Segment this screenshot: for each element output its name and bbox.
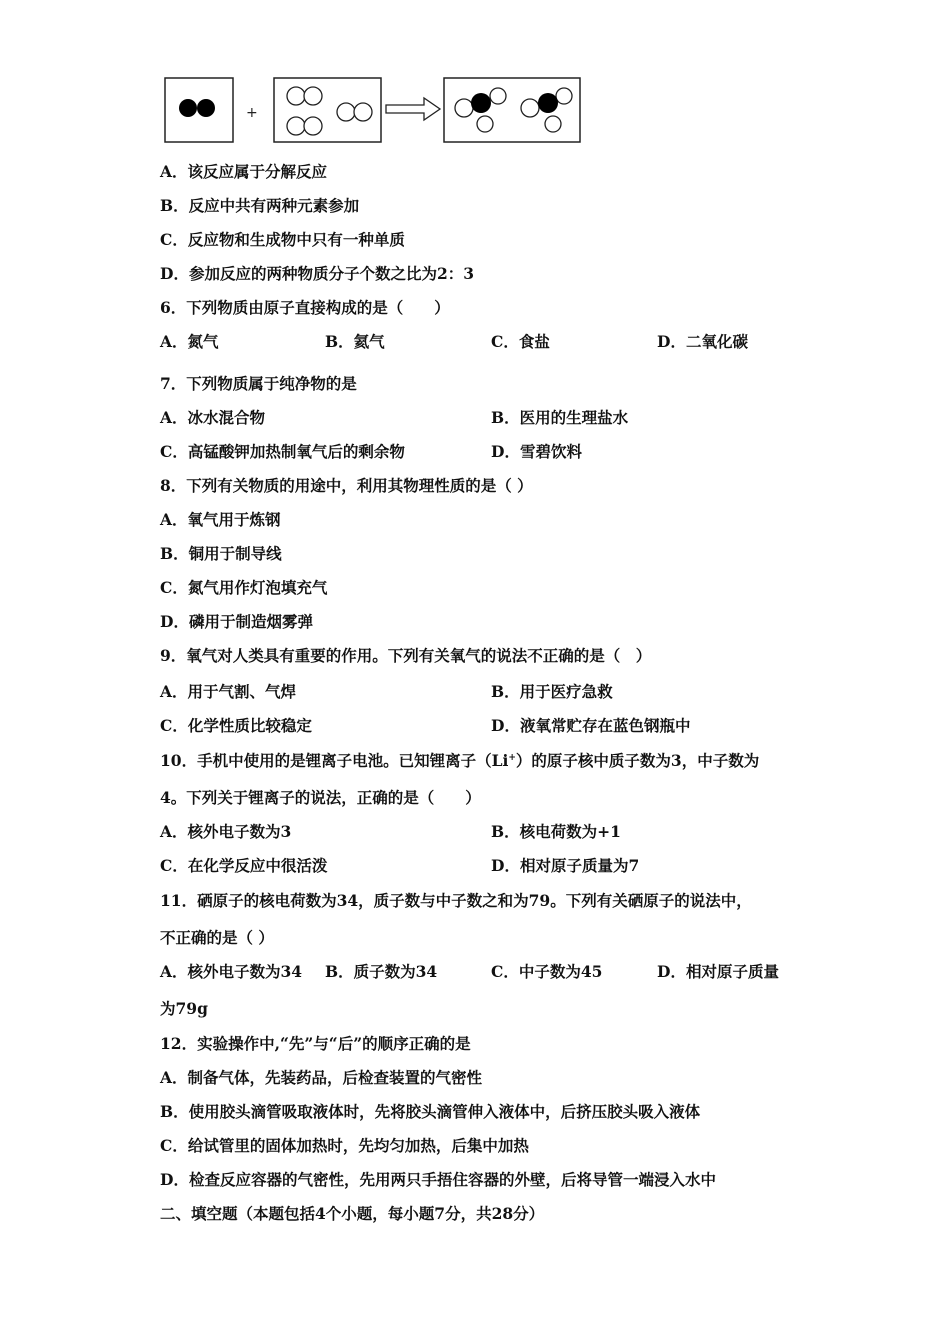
white-atom (477, 116, 493, 132)
q11-stem-line1: 11．硒原子的核电荷数为34，质子数与中子数之和为79。下列有关硒原子的说法中， (160, 891, 752, 910)
q9-stem: 9．氧气对人类具有重要的作用。下列有关氧气的说法不正确的是（ ） (160, 646, 652, 665)
q9-option-d: D．液氧常贮存在蓝色钢瓶中 (491, 716, 691, 735)
black-atom (197, 99, 215, 117)
white-atom (287, 117, 305, 135)
q12-option-d: D．检查反应容器的气密性，先用两只手捂住容器的外壁，后将导管一端浸入水中 (160, 1170, 716, 1189)
q12-option-a: A．制备气体，先装药品，后检查装置的气密性 (160, 1068, 483, 1087)
reaction-option-c: C．反应物和生成物中只有一种单质 (160, 230, 405, 249)
q7-option-d: D．雪碧饮料 (491, 442, 582, 461)
q8-option-c: C．氮气用作灯泡填充气 (160, 578, 328, 597)
white-atom (337, 103, 355, 121)
black-atom (471, 93, 491, 113)
q11-option-d-wrap: 为79g (160, 999, 208, 1018)
q6-option-b: B．氦气 (325, 332, 385, 351)
q10-option-a: A．核外电子数为3 (160, 822, 292, 841)
q6-stem: 6．下列物质由原子直接构成的是（ ） (160, 298, 450, 317)
q12-option-b: B．使用胶头滴管吸取液体时，先将胶头滴管伸入液体中，后挤压胶头吸入液体 (160, 1102, 701, 1121)
q9-option-a: A．用于气割、气焊 (160, 682, 297, 701)
section-2-heading: 二、填空题（本题包括4个小题，每小题7分，共28分） (160, 1204, 545, 1223)
q10-stem-part2: ）的原子核中质子数为3，中子数为 (515, 751, 760, 770)
q7-stem: 7．下列物质属于纯净物的是 (160, 374, 357, 393)
white-atom (490, 88, 506, 104)
q11-option-c: C．中子数为45 (491, 962, 603, 981)
q8-stem: 8．下列有关物质的用途中，利用其物理性质的是（ ） (160, 476, 533, 495)
q11-stem-line2: 不正确的是（ ） (160, 928, 274, 947)
q6-option-c: C．食盐 (491, 332, 550, 351)
q11-option-b: B．质子数为34 (325, 962, 438, 981)
black-atom (179, 99, 197, 117)
q11-option-a: A．核外电子数为34 (160, 962, 303, 981)
reaction-option-d: D．参加反应的两种物质分子个数之比为2：3 (160, 264, 475, 283)
q8-option-d: D．磷用于制造烟雾弹 (160, 612, 313, 631)
reaction-diagram (160, 72, 590, 148)
black-atom (538, 93, 558, 113)
white-atom (455, 99, 473, 117)
q8-option-a: A．氧气用于炼钢 (160, 510, 281, 529)
white-atom (556, 88, 572, 104)
q10-stem-line1 (160, 751, 759, 771)
white-atom (354, 103, 372, 121)
q8-option-b: B．铜用于制导线 (160, 544, 282, 563)
q6-option-d: D．二氧化碳 (657, 332, 748, 351)
white-atom (521, 99, 539, 117)
q11-option-d: D．相对原子质量 (657, 962, 779, 981)
reaction-option-b: B．反应中共有两种元素参加 (160, 196, 360, 215)
q10-stem-part1: 10．手机中使用的是锂离子电池。已知锂离子（Li (160, 751, 509, 770)
reaction-option-a: A．该反应属于分解反应 (160, 162, 328, 181)
q10-stem-line2: 4。下列关于锂离子的说法，正确的是（ ） (160, 788, 481, 807)
q12-stem: 12．实验操作中,“先”与“后”的顺序正确的是 (160, 1034, 471, 1053)
q6-option-a: A．氮气 (160, 332, 219, 351)
q9-option-b: B．用于医疗急救 (491, 682, 613, 701)
white-atom (304, 117, 322, 135)
q9-option-c: C．化学性质比较稳定 (160, 716, 312, 735)
white-atom (287, 87, 305, 105)
q12-option-c: C．给试管里的固体加热时，先均匀加热，后集中加热 (160, 1136, 529, 1155)
q7-option-b: B．医用的生理盐水 (491, 408, 629, 427)
q7-option-c: C．高锰酸钾加热制氧气后的剩余物 (160, 442, 405, 461)
q10-option-d: D．相对原子质量为7 (491, 856, 640, 875)
q10-stem-sup: + (508, 752, 516, 763)
q10-option-b: B．核电荷数为+1 (491, 822, 621, 841)
q10-option-c: C．在化学反应中很活泼 (160, 856, 328, 875)
white-atom (545, 116, 561, 132)
white-atom (304, 87, 322, 105)
plus-sign: + (246, 105, 258, 121)
reaction-arrow (386, 98, 440, 120)
q7-option-a: A．冰水混合物 (160, 408, 266, 427)
